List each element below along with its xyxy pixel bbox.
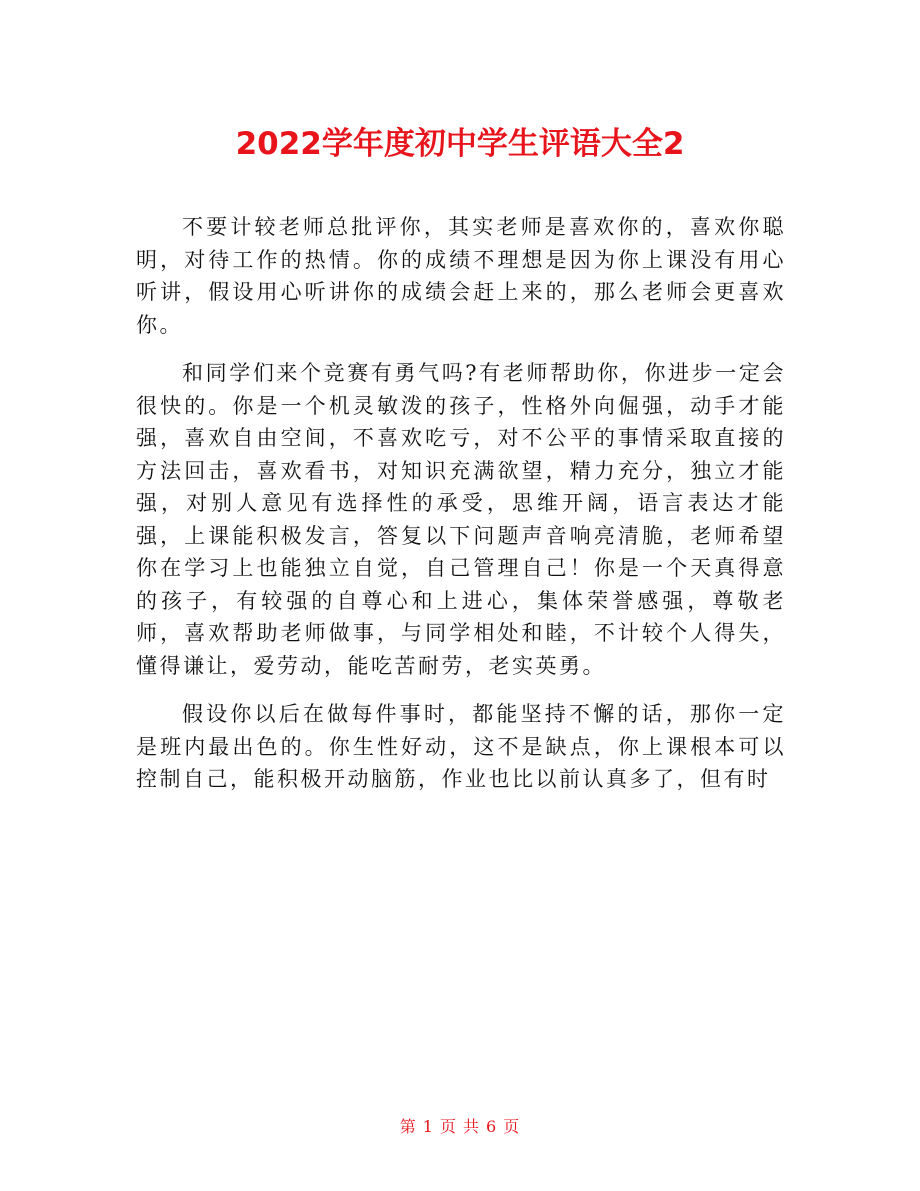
document-title: 2022学年度初中学生评语大全2	[235, 126, 685, 162]
footer-prefix: 第	[399, 1117, 417, 1136]
paragraph-1: 不要计较老师总批评你，其实老师是喜欢你的，喜欢你聪明，对待工作的热情。你的成绩不理想是因为你上课没有用心听讲，假设用心听讲你的成绩会赶上来的，那么老师会更喜欢你。	[136, 215, 786, 337]
page-footer	[0, 1114, 920, 1137]
footer-suffix: 页	[503, 1117, 521, 1136]
footer-current-page: 1	[422, 1117, 434, 1136]
paragraph-3: 假设你以后在做每件事时，都能坚持不懈的话，那你一定是班内最出色的。你生性好动，这不是缺点，你上课根本可以控制自己，能积极开动脑筋，作业也比以前认真多了，但有时	[136, 702, 786, 791]
footer-total-prefix: 共	[463, 1117, 481, 1136]
paragraph-2: 和同学们来个竞赛有勇气吗?有老师帮助你，你进步一定会很快的。你是一个机灵敏泼的孩子，性格外向倔强，动手才能强，喜欢自由空间，不喜欢吃亏，对不公平的事情采取直接的方法回击，喜欢看书，对知识充满欲望，精力充分，独立才能强，对别人意见有选择性的承受，思维开阔，语言表达才能强，上课能积极发言，答复以下问题声音响亮清脆，老师希望你在学习上也能独立自觉，自己管理自己！你是一个天真得意的孩子，有较强的自尊心和上进心，集体荣誉感强，尊敬老师，喜欢帮助老师做事，与同学相处和睦，不计较个人得失，懂得谦让，爱劳动，能吃苦耐劳，老实英勇。	[136, 361, 786, 678]
footer-total-pages: 6	[486, 1117, 498, 1136]
document-body	[136, 211, 786, 812]
footer-page-word: 页	[439, 1117, 457, 1136]
